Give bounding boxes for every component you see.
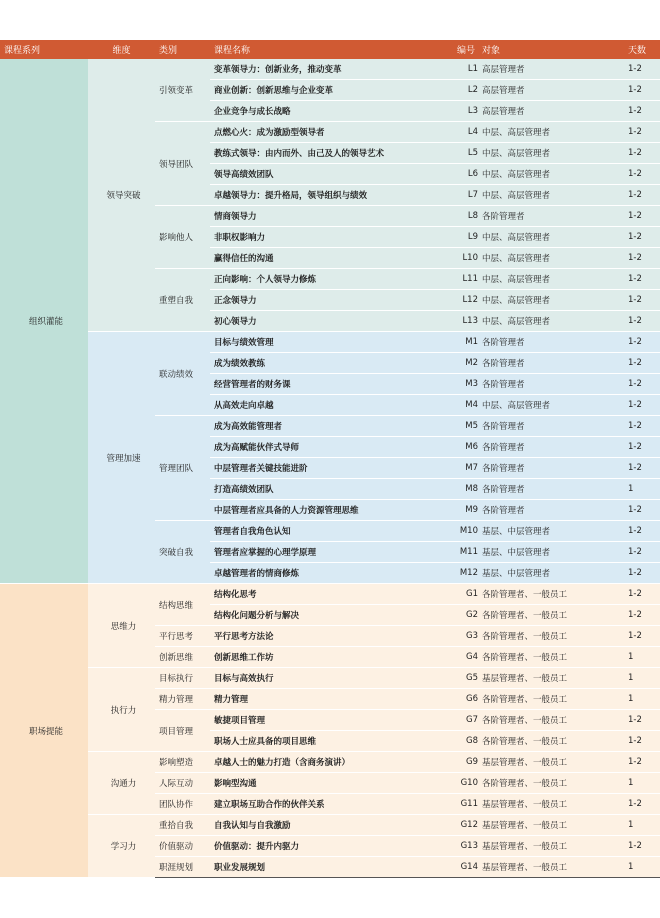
course-name: 敏捷项目管理 [210,710,453,731]
category-cell: 价值驱动 [155,836,210,857]
course-days: 1-2 [624,500,660,521]
course-days: 1-2 [624,374,660,395]
course-name: 赢得信任的沟通 [210,248,453,269]
course-code: M8 [453,479,478,500]
course-audience: 各阶管理者、一般员工 [478,773,624,794]
course-code: M7 [453,458,478,479]
course-audience: 各阶管理者 [478,332,624,353]
course-days: 1-2 [624,227,660,248]
course-audience: 各阶管理者 [478,353,624,374]
course-audience: 各阶管理者、一般员工 [478,647,624,668]
course-days: 1-2 [624,542,660,563]
course-name: 中层管理者关键技能进阶 [210,458,453,479]
course-audience: 高层管理者 [478,80,624,101]
category-cell: 职涯规划 [155,857,210,878]
category-cell: 平行思考 [155,626,210,647]
course-code: G12 [453,815,478,836]
course-name: 影响型沟通 [210,773,453,794]
table-row [0,584,660,605]
course-code: L13 [453,311,478,332]
course-code: G11 [453,794,478,815]
course-name: 成为高赋能伙伴式导师 [210,437,453,458]
course-days: 1-2 [624,458,660,479]
course-code: G6 [453,689,478,710]
course-code: M6 [453,437,478,458]
course-name: 价值驱动：提升内驱力 [210,836,453,857]
course-name: 情商领导力 [210,206,453,227]
dimension-cell: 领导突破 [88,59,155,332]
course-days: 1-2 [624,332,660,353]
table-row [0,668,660,689]
course-code: M3 [453,374,478,395]
category-cell: 突破自我 [155,521,210,584]
table-row [0,332,660,353]
course-code: L2 [453,80,478,101]
course-audience: 各阶管理者 [478,479,624,500]
course-audience: 中层、高层管理者 [478,311,624,332]
course-name: 商业创新：创新思维与企业变革 [210,80,453,101]
course-audience: 中层、高层管理者 [478,395,624,416]
course-name: 非职权影响力 [210,227,453,248]
course-code: G1 [453,584,478,605]
course-code: G8 [453,731,478,752]
course-code: L5 [453,143,478,164]
course-days: 1-2 [624,269,660,290]
course-name: 职业发展规划 [210,857,453,878]
category-cell: 管理团队 [155,416,210,521]
header-series: 课程系列 [0,40,88,59]
course-name: 建立职场互助合作的伙伴关系 [210,794,453,815]
course-name: 结构化思考 [210,584,453,605]
header-category: 类别 [155,40,210,59]
course-audience: 各阶管理者、一般员工 [478,626,624,647]
course-audience: 中层、高层管理者 [478,185,624,206]
course-name: 从高效走向卓越 [210,395,453,416]
course-days: 1-2 [624,626,660,647]
category-cell: 引领变革 [155,59,210,122]
course-audience: 各阶管理者 [478,500,624,521]
course-days: 1-2 [624,710,660,731]
course-days: 1-2 [624,731,660,752]
header-dimension: 维度 [88,40,155,59]
course-name: 教练式领导：由内而外、由己及人的领导艺术 [210,143,453,164]
course-audience: 中层、高层管理者 [478,143,624,164]
category-cell: 影响塑造 [155,752,210,773]
course-audience: 各阶管理者、一般员工 [478,710,624,731]
course-audience: 各阶管理者、一般员工 [478,731,624,752]
course-audience: 基层管理者、一般员工 [478,668,624,689]
course-code: L4 [453,122,478,143]
course-days: 1-2 [624,353,660,374]
category-cell: 目标执行 [155,668,210,689]
category-cell: 人际互动 [155,773,210,794]
course-code: G9 [453,752,478,773]
dimension-cell: 执行力 [88,668,155,752]
course-code: L6 [453,164,478,185]
course-name: 管理者自我角色认知 [210,521,453,542]
course-code: M10 [453,521,478,542]
header-course: 课程名称 [210,40,453,59]
course-name: 领导高绩效团队 [210,164,453,185]
course-days: 1-2 [624,794,660,815]
course-days: 1-2 [624,80,660,101]
course-days: 1 [624,647,660,668]
course-name: 点燃心火：成为激励型领导者 [210,122,453,143]
course-days: 1 [624,773,660,794]
course-audience: 各阶管理者、一般员工 [478,584,624,605]
course-code: G10 [453,773,478,794]
table-body [0,59,660,878]
course-name: 目标与绩效管理 [210,332,453,353]
series-cell: 组织灌能 [0,59,88,584]
course-code: G13 [453,836,478,857]
course-audience: 基层、中层管理者 [478,563,624,584]
course-days: 1 [624,668,660,689]
course-days: 1-2 [624,185,660,206]
course-code: G5 [453,668,478,689]
course-name: 结构化问题分析与解决 [210,605,453,626]
course-code: M5 [453,416,478,437]
course-table [0,40,660,878]
header-code: 编号 [453,40,478,59]
category-cell: 创新思维 [155,647,210,668]
course-days: 1-2 [624,395,660,416]
course-audience: 各阶管理者 [478,458,624,479]
course-days: 1 [624,479,660,500]
course-days: 1 [624,857,660,878]
course-days: 1 [624,689,660,710]
header-days: 天数 [624,40,660,59]
dimension-cell: 学习力 [88,815,155,878]
course-days: 1-2 [624,164,660,185]
course-days: 1-2 [624,101,660,122]
course-code: L9 [453,227,478,248]
category-cell: 领导团队 [155,122,210,206]
category-cell: 精力管理 [155,689,210,710]
course-name: 管理者应掌握的心理学原理 [210,542,453,563]
course-code: M4 [453,395,478,416]
course-audience: 各阶管理者、一般员工 [478,689,624,710]
course-audience: 基层、中层管理者 [478,521,624,542]
course-code: G14 [453,857,478,878]
course-name: 变革领导力：创新业务，推动变革 [210,59,453,80]
course-name: 精力管理 [210,689,453,710]
course-name: 目标与高效执行 [210,668,453,689]
course-name: 正念领导力 [210,290,453,311]
course-code: G7 [453,710,478,731]
course-name: 企业竞争与成长战略 [210,101,453,122]
course-code: M9 [453,500,478,521]
course-audience: 各阶管理者、一般员工 [478,605,624,626]
dimension-cell: 管理加速 [88,332,155,584]
course-days: 1-2 [624,206,660,227]
table-header-row [0,40,660,59]
course-days: 1-2 [624,521,660,542]
course-name: 正向影响：个人领导力修炼 [210,269,453,290]
course-code: G2 [453,605,478,626]
course-code: M1 [453,332,478,353]
course-days: 1-2 [624,836,660,857]
course-audience: 中层、高层管理者 [478,227,624,248]
course-name: 成为高效能管理者 [210,416,453,437]
course-days: 1-2 [624,437,660,458]
header-audience: 对象 [478,40,624,59]
course-audience: 基层管理者、一般员工 [478,794,624,815]
series-cell: 职场提能 [0,584,88,878]
course-name: 中层管理者应具备的人力资源管理思维 [210,500,453,521]
course-days: 1-2 [624,416,660,437]
course-name: 卓越领导力：提升格局，领导组织与绩效 [210,185,453,206]
course-days: 1-2 [624,563,660,584]
course-audience: 中层、高层管理者 [478,122,624,143]
course-days: 1-2 [624,122,660,143]
course-name: 职场人士应具备的项目思维 [210,731,453,752]
dimension-cell: 思维力 [88,584,155,668]
course-code: L7 [453,185,478,206]
table-row [0,752,660,773]
course-code: L10 [453,248,478,269]
course-days: 1 [624,815,660,836]
course-code: L3 [453,101,478,122]
course-days: 1-2 [624,311,660,332]
course-audience: 基层、中层管理者 [478,542,624,563]
course-code: L12 [453,290,478,311]
course-code: M2 [453,353,478,374]
course-code: M12 [453,563,478,584]
course-audience: 基层管理者、一般员工 [478,857,624,878]
category-cell: 团队协作 [155,794,210,815]
course-name: 卓越人士的魅力打造（含商务演讲） [210,752,453,773]
course-audience: 高层管理者 [478,101,624,122]
category-cell: 重拾自我 [155,815,210,836]
course-days: 1-2 [624,248,660,269]
course-audience: 各阶管理者 [478,374,624,395]
course-days: 1-2 [624,584,660,605]
course-name: 创新思维工作坊 [210,647,453,668]
course-audience: 中层、高层管理者 [478,290,624,311]
course-audience: 各阶管理者 [478,206,624,227]
course-name: 初心领导力 [210,311,453,332]
course-days: 1-2 [624,59,660,80]
table-row [0,59,660,80]
course-audience: 基层管理者、一般员工 [478,836,624,857]
course-days: 1-2 [624,752,660,773]
course-audience: 基层管理者、一般员工 [478,815,624,836]
course-audience: 基层管理者、一般员工 [478,752,624,773]
course-name: 打造高绩效团队 [210,479,453,500]
course-code: L8 [453,206,478,227]
course-code: L1 [453,59,478,80]
category-cell: 影响他人 [155,206,210,269]
category-cell: 重塑自我 [155,269,210,332]
course-code: G4 [453,647,478,668]
dimension-cell: 沟通力 [88,752,155,815]
course-name: 平行思考方法论 [210,626,453,647]
course-code: L11 [453,269,478,290]
course-audience: 中层、高层管理者 [478,164,624,185]
course-audience: 中层、高层管理者 [478,248,624,269]
course-audience: 各阶管理者 [478,416,624,437]
course-name: 经营管理者的财务课 [210,374,453,395]
course-audience: 各阶管理者 [478,437,624,458]
course-days: 1-2 [624,143,660,164]
category-cell: 项目管理 [155,710,210,752]
course-days: 1-2 [624,605,660,626]
category-cell: 结构思维 [155,584,210,626]
course-name: 自我认知与自我激励 [210,815,453,836]
course-code: G3 [453,626,478,647]
course-name: 成为绩效教练 [210,353,453,374]
course-audience: 中层、高层管理者 [478,269,624,290]
table-row [0,815,660,836]
course-audience: 高层管理者 [478,59,624,80]
course-days: 1-2 [624,290,660,311]
category-cell: 联动绩效 [155,332,210,416]
course-code: M11 [453,542,478,563]
course-name: 卓越管理者的情商修炼 [210,563,453,584]
